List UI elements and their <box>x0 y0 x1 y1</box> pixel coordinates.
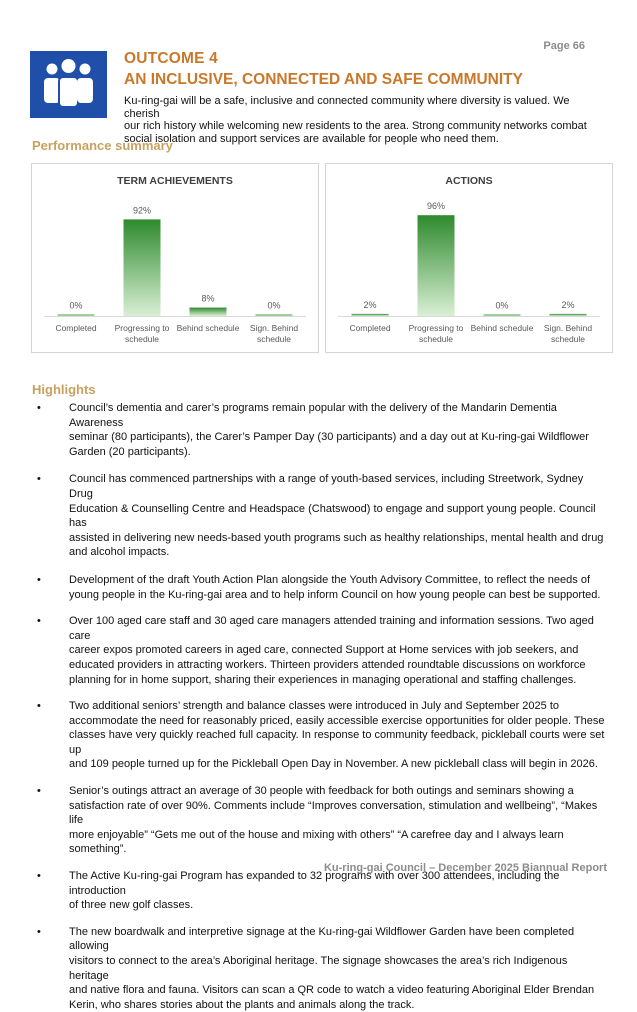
data-label: 0% <box>495 300 509 311</box>
highlight-item <box>37 401 607 459</box>
footer-report-title: Ku-ring-gai Council – December 2025 Biannual Report <box>323 862 607 874</box>
data-label: 8% <box>201 293 215 304</box>
category-label: Completed <box>349 323 391 333</box>
highlight-line: Kerin, who shares stories about the plants and animals along the track. <box>69 998 415 1011</box>
highlight-line: seminar (80 participants), the Carer’s Pamper Day (30 participants) and a day out at Ku-ring-gai Wildflower <box>69 431 589 444</box>
category-label: Progressing to <box>408 323 464 333</box>
highlight-line: young people in the Ku-ring-gai area and to help inform Council on how young people can best be supported. <box>69 588 601 601</box>
highlight-item <box>37 784 607 857</box>
actions-svg <box>326 164 612 352</box>
outcome-title: AN INCLUSIVE, CONNECTED AND SAFE COMMUNITY <box>124 71 523 88</box>
highlight-item <box>37 869 607 913</box>
highlight-line: • Over 100 aged care staff and 30 aged care managers attended training and information sessions. Two aged care <box>69 615 594 642</box>
intro-line: our rich history while welcoming new residents to the area. Strong community networks combat <box>124 120 587 133</box>
highlight-item <box>37 925 607 1012</box>
bar <box>124 219 161 316</box>
category-label: Completed <box>55 323 97 333</box>
highlight-line: • Development of the draft Youth Action Plan alongside the Youth Advisory Committee, to reflect the needs of <box>69 573 591 586</box>
highlight-line: Education & Counselling Centre and Headspace (Chatswood) to engage and support young people. Council has <box>69 502 596 530</box>
highlight-item <box>37 699 607 772</box>
highlight-line: something”. <box>69 843 127 856</box>
highlight-line: Garden (20 participants). <box>69 445 191 458</box>
highlight-line: more enjoyable” “Gets me out of the house and mixing with others” “A carefree day and I always learn <box>69 828 564 841</box>
intro-line: Ku-ring-gai will be a safe, inclusive and connected community where diversity is valued. We cherish <box>124 95 570 120</box>
intro-line: social isolation and support services are available for people who need them. <box>124 132 499 145</box>
term-achievements-svg <box>32 164 318 352</box>
highlights-heading: Highlights <box>32 382 96 397</box>
highlight-item <box>37 614 607 687</box>
highlight-line: assisted in delivering new needs-based youth programs such as healthy relationships, mental health and drug <box>69 531 604 544</box>
bar <box>418 215 455 316</box>
category-label: Progressing to <box>114 323 170 333</box>
intro-paragraph <box>124 95 604 145</box>
term-achievements-chart <box>31 163 319 353</box>
page-number: Page 66 <box>543 40 585 52</box>
category-label: schedule <box>256 334 292 344</box>
highlight-line: visitors to connect to the area’s Aboriginal heritage. The signage showcases the area’s rich Indigenous heritage <box>69 955 568 982</box>
performance-summary-heading: Performance summary <box>32 138 173 153</box>
bar <box>58 315 95 317</box>
category-label: Behind schedule <box>470 323 534 333</box>
category-label: schedule <box>124 334 160 344</box>
highlights-list <box>37 401 607 1012</box>
category-label: schedule <box>550 334 586 344</box>
bar <box>484 315 521 317</box>
highlight-line: and 109 people turned up for the Pickleball Open Day in November. A new pickleball class will begin in 2026. <box>69 758 598 771</box>
category-label: Behind schedule <box>176 323 240 333</box>
highlight-item <box>37 472 607 560</box>
highlight-line: • Council’s dementia and carer’s programs remain popular with the delivery of the Mandarin Dementia Awareness <box>69 402 557 429</box>
data-label: 0% <box>267 300 281 311</box>
data-label: 2% <box>363 299 377 310</box>
chart-title: TERM ACHIEVEMENTS <box>117 175 233 187</box>
highlight-line: • The new boardwalk and interpretive signage at the Ku-ring-gai Wildflower Garden have been completed allowing <box>69 925 575 953</box>
category-label: Sign. Behind <box>543 323 593 333</box>
highlight-line: planning for in home support, sharing their experiences in managing operational and staffing challenges. <box>69 673 577 686</box>
bar <box>256 315 293 317</box>
actions-chart <box>325 163 613 353</box>
highlight-line: • Council has commenced partnerships with a range of youth-based services, including Streetwork, Sydney Drug <box>69 473 584 500</box>
bar <box>352 314 389 316</box>
highlight-line: educated providers in attracting workers. Thirteen providers attended roundtable discussions on workforce <box>69 658 586 671</box>
highlight-line: career expos promoted careers in aged care, connected Support at Home services with job seekers, and <box>69 644 579 657</box>
chart-title: ACTIONS <box>445 175 493 187</box>
highlight-item <box>37 573 607 602</box>
highlight-line: accommodate the need for reasonably priced, easily accessible exercise opportunities for older people. These <box>69 714 605 727</box>
highlight-line: • The Active Ku-ring-gai Program has expanded to 32 programs with over 300 attendees, including the introduction <box>69 870 560 897</box>
category-label: Sign. Behind <box>249 323 299 333</box>
highlight-line: and native flora and fauna. Visitors can scan a QR code to watch a video featuring Aboriginal Elder Brendan <box>69 984 595 997</box>
category-label: schedule <box>418 334 454 344</box>
data-label: 92% <box>132 205 152 216</box>
highlight-line: classes have very quickly reached full capacity. In response to community feedback, pickleball courts were set up <box>69 729 605 756</box>
bar <box>190 308 227 316</box>
data-label: 2% <box>561 299 575 310</box>
outcome-label: OUTCOME 4 <box>124 50 218 67</box>
data-label: 96% <box>426 201 446 212</box>
highlight-line: satisfaction rate of over 90%. Comments include “Improves conversation, stimulation and wellbeing”, “Makes life <box>69 799 598 827</box>
highlight-line: • Senior’s outings attract an average of 30 people with feedback for both outings and seminars showing a <box>69 785 574 798</box>
highlight-line: and alcohol impacts. <box>69 546 170 559</box>
people-group-icon <box>30 51 107 118</box>
data-label: 0% <box>69 300 83 311</box>
highlight-line: of three new golf classes. <box>69 899 194 912</box>
highlight-line: • Two additional seniors’ strength and balance classes were introduced in July and September 2025 to <box>69 700 559 713</box>
bar <box>550 314 587 316</box>
